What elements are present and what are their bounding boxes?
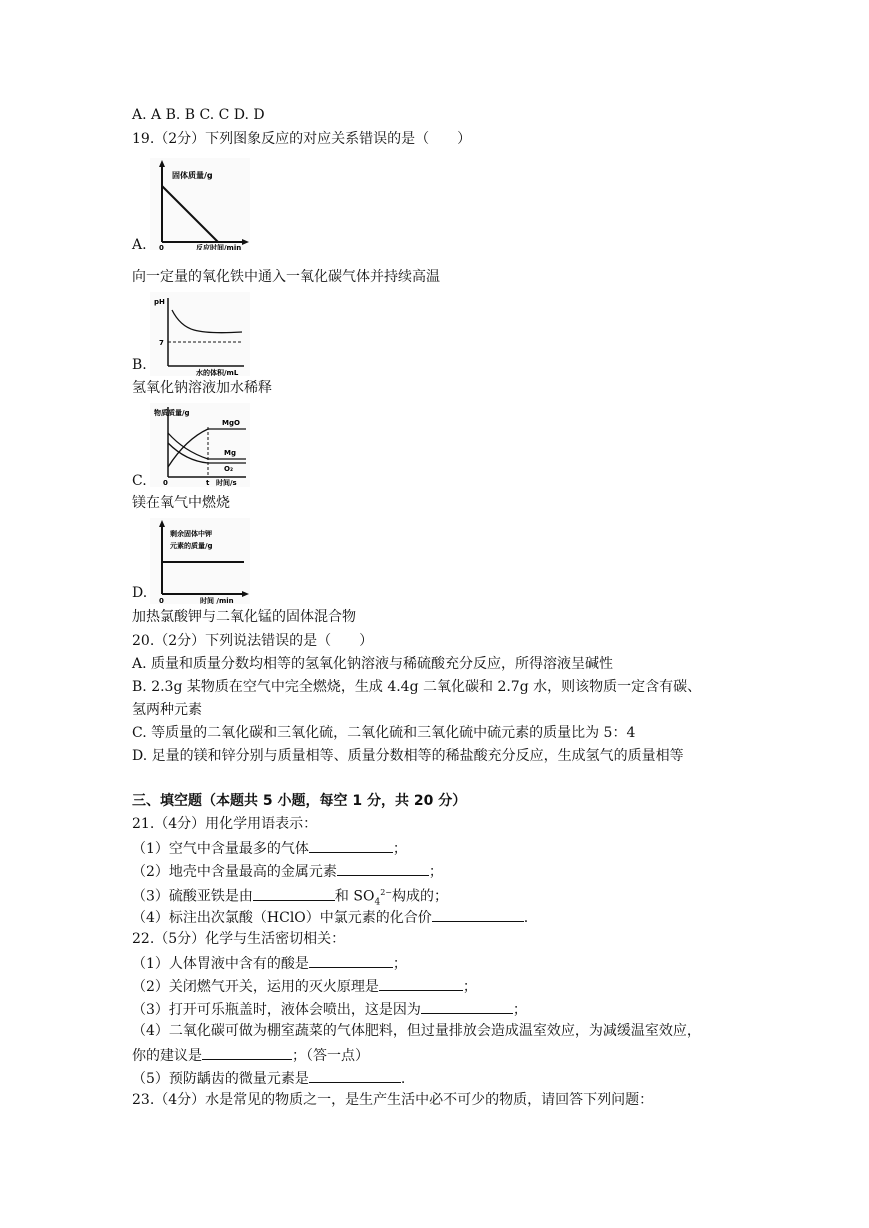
option-c-caption: 镁在氧气中燃烧 xyxy=(132,495,230,511)
question-21-item-2 xyxy=(132,861,443,881)
q21-item-1-end: ； xyxy=(392,841,407,857)
q21-item-2-end: ； xyxy=(428,864,443,880)
q22-item-1-end: ； xyxy=(392,956,407,972)
q22-item-2-text: （2）关闭燃气开关，运用的灭火原理是 xyxy=(132,979,379,995)
q22-blank-5[interactable] xyxy=(309,1068,401,1083)
option-c-letter: C. xyxy=(132,473,147,489)
question-20-option-c: C. 等质量的二氧化碳和三氧化硫，二氧化硫和三氧化硫中硫元素的质量比为 5：4 xyxy=(132,725,636,741)
option-c-series-mg: Mg xyxy=(224,449,236,457)
q22-item-2-end: ； xyxy=(462,979,477,995)
option-b-ylabel: pH xyxy=(154,298,165,306)
question-20-option-d: D. 足量的镁和锌分别与质量相等、质量分数相等的稀盐酸充分反应，生成氢气的质量相等 xyxy=(132,748,684,764)
q22-blank-3[interactable] xyxy=(421,999,513,1014)
q21-item-3-text-a: （3）硫酸亚铁是由 xyxy=(132,888,253,905)
question-19-stem: 19.（2分）下列图象反应的对应关系错误的是（ ） xyxy=(132,131,472,147)
option-c-graph xyxy=(150,403,250,491)
option-b-tick-7: 7 xyxy=(159,339,164,347)
option-b-xlabel: 水的体积/mL xyxy=(196,369,239,376)
q21-sulfate-subscript: 4 xyxy=(374,897,381,908)
q22-item-3-end: ； xyxy=(512,1002,527,1018)
q21-item-3-text-c: 构成的； xyxy=(391,888,448,905)
q21-blank-1[interactable] xyxy=(309,838,393,853)
question-20-option-b-line2: 氢两种元素 xyxy=(132,702,202,718)
option-c-series-mgo: MgO xyxy=(222,419,240,427)
q21-blank-4[interactable] xyxy=(432,907,524,922)
option-b-caption: 氢氧化钠溶液加水稀释 xyxy=(132,380,272,396)
option-a-ylabel: 固体质量/g xyxy=(172,171,213,180)
question-22-item-1 xyxy=(132,953,407,973)
question-20-stem: 20.（2分）下列说法错误的是（ ） xyxy=(132,633,374,649)
q22-blank-1[interactable] xyxy=(309,953,393,968)
q22-item-4-text: 你的建议是 xyxy=(132,1048,202,1064)
option-b-letter: B. xyxy=(132,357,147,373)
option-d-xlabel: 时间 /min xyxy=(200,597,234,604)
question-23-stem: 23.（4分）水是常见的物质之一，是生产生活中必不可少的物质，请回答下列问题： xyxy=(132,1092,654,1108)
q21-sulfate-charge: 2− xyxy=(380,888,392,897)
q22-blank-4[interactable] xyxy=(202,1045,292,1060)
question-21-stem: 21.（4分）用化学用语表示： xyxy=(132,816,318,832)
q22-item-5-end: . xyxy=(400,1071,406,1087)
q21-blank-3[interactable] xyxy=(253,886,335,901)
option-c-xlabel: 时间/s xyxy=(216,479,237,487)
option-d-letter: D. xyxy=(132,585,148,601)
q21-item-2-text: （2）地壳中含量最高的金属元素 xyxy=(132,864,337,880)
q21-item-1-text: （1）空气中含量最多的气体 xyxy=(132,841,309,857)
question-22-item-4-line2 xyxy=(132,1045,369,1065)
option-c-tick-t: t xyxy=(206,479,210,487)
option-c-series-o2: O₂ xyxy=(224,465,234,473)
q22-item-5-text: （5）预防龋齿的微量元素是 xyxy=(132,1071,309,1087)
question-20-option-b-line1: B. 2.3g 某物质在空气中完全燃烧，生成 4.4g 二氧化碳和 2.7g 水，则该物质一定含有碳、 xyxy=(132,679,702,695)
question-22-stem: 22.（5分）化学与生活密切相关： xyxy=(132,931,346,947)
option-d-caption: 加热氯酸钾与二氧化锰的固体混合物 xyxy=(132,609,356,625)
q21-item-4-end: . xyxy=(523,910,529,926)
q22-item-1-text: （1）人体胃液中含有的酸是 xyxy=(132,956,309,972)
question-22-item-5 xyxy=(132,1068,405,1088)
option-a-letter: A. xyxy=(132,237,147,253)
option-c-origin: 0 xyxy=(163,479,168,487)
question-22-item-3 xyxy=(132,999,527,1019)
q21-blank-2[interactable] xyxy=(337,861,429,876)
option-a-graph xyxy=(150,158,250,254)
option-a-origin: 0 xyxy=(159,244,164,250)
q22-blank-2[interactable] xyxy=(379,976,463,991)
question-22-item-4-line1: （4）二氧化碳可做为棚室蔬菜的气体肥料，但过量排放会造成温室效应，为减缓温室效应， xyxy=(132,1023,701,1039)
option-d-origin: 0 xyxy=(159,597,164,604)
option-a-caption: 向一定量的氧化铁中通入一氧化碳气体并持续高温 xyxy=(132,269,440,285)
option-a-xlabel: 反应时间/min xyxy=(196,244,242,250)
q22-item-4-end: ；（答一点） xyxy=(292,1048,369,1064)
q21-item-4-text: （4）标注出次氯酸（HClO）中氯元素的化合价 xyxy=(132,910,432,926)
section-3-heading: 三、填空题（本题共 5 小题，每空 1 分，共 20 分） xyxy=(132,793,467,809)
question-21-item-4 xyxy=(132,907,528,927)
option-c-ylabel: 物质质量/g xyxy=(154,409,190,417)
q21-item-3-text-b: 和 SO xyxy=(334,888,375,905)
question-20-option-a: A. 质量和质量分数均相等的氢氧化钠溶液与稀硫酸充分反应，所得溶液呈碱性 xyxy=(132,656,614,672)
option-d-ylabel-line2: 元素的质量/g xyxy=(170,542,213,550)
previous-answer-options: A. A B. B C. C D. D xyxy=(132,107,265,123)
option-d-ylabel-line1: 剩余固体中钾 xyxy=(170,530,212,538)
question-21-item-1 xyxy=(132,838,407,858)
q22-item-3-text: （3）打开可乐瓶盖时，液体会喷出，这是因为 xyxy=(132,1002,421,1018)
option-d-graph xyxy=(150,518,250,608)
question-22-item-2 xyxy=(132,976,477,996)
option-b-graph xyxy=(150,292,250,380)
